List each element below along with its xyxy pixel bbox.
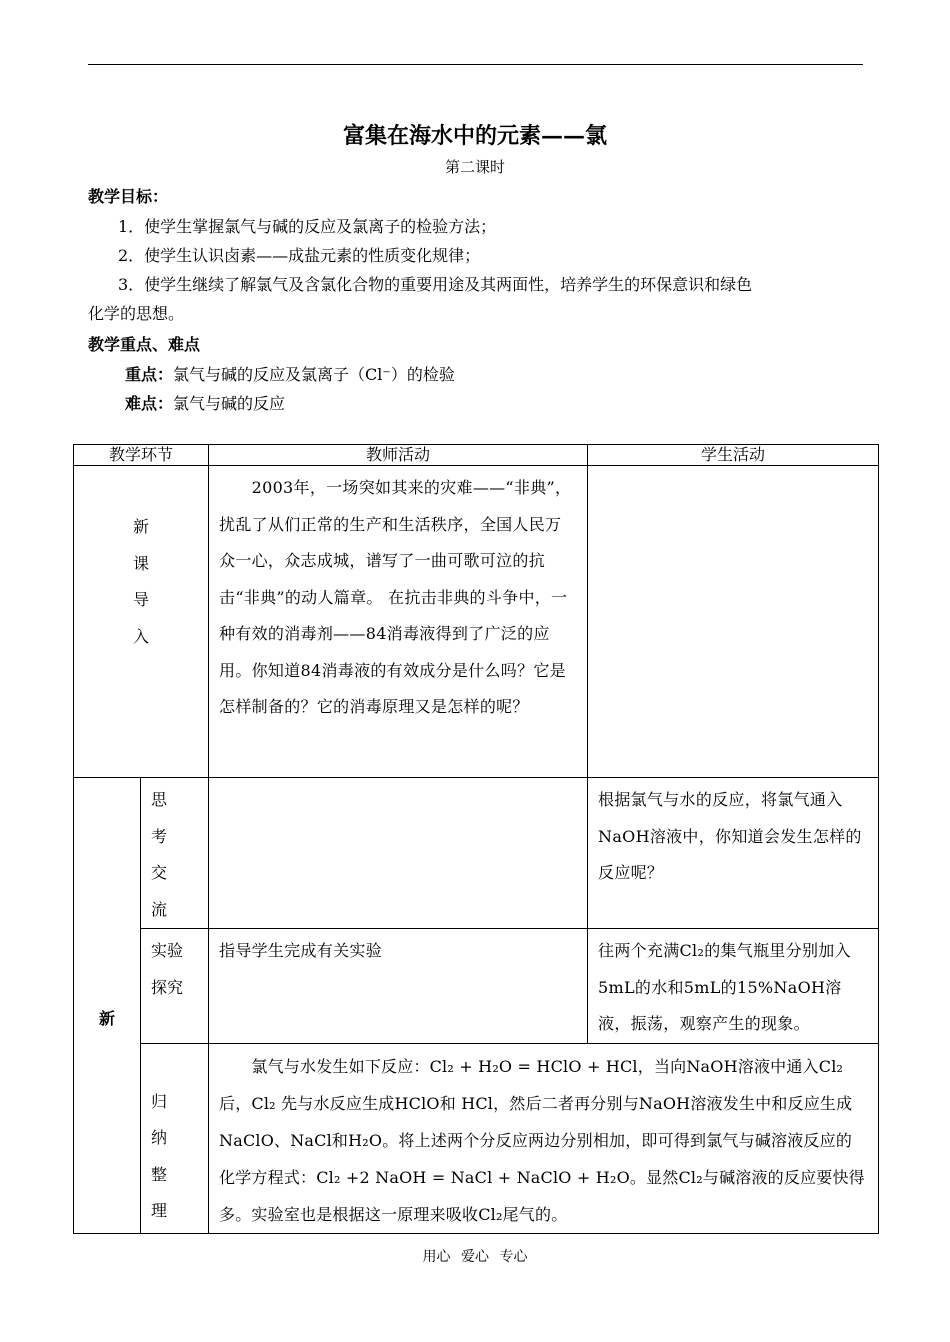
objective-item: 化学的思想。 <box>88 304 185 323</box>
header-student: 学生活动 <box>588 445 879 466</box>
new-section-cell <box>74 778 141 1234</box>
summary-sub-char: 整 <box>151 1164 168 1184</box>
difficulty-line <box>125 389 285 419</box>
think-student-text: 根据氯气与水的反应，将氯气通入NaOH溶液中，你知道会发生怎样的反应呢？ <box>598 790 862 882</box>
intro-stage-char: 入 <box>133 626 150 646</box>
intro-stage-char: 导 <box>133 590 150 609</box>
table-row-summary <box>74 1043 879 1233</box>
intro-stage-char: 新 <box>133 517 150 536</box>
intro-teacher-cell <box>209 466 588 778</box>
objective-item: 3．使学生继续了解氯气及含氯化合物的重要用途及其两面性，培养学生的环保意识和绿色 <box>118 275 753 294</box>
think-teacher-cell <box>209 778 588 929</box>
think-sub-char: 考 <box>151 826 168 846</box>
summary-sub-char: 理 <box>151 1201 168 1220</box>
intro-stage-cell <box>74 466 209 778</box>
experiment-sub-cell <box>141 929 209 1044</box>
table-header-row <box>74 445 879 466</box>
header-teacher: 教师活动 <box>209 445 588 466</box>
think-student-cell <box>588 778 879 929</box>
page-subtitle: 第二课时 <box>444 158 505 176</box>
difficulty-label: 难点： <box>125 394 174 413</box>
header-stage: 教学环节 <box>74 445 209 466</box>
intro-stage-char: 课 <box>133 553 150 573</box>
page-title: 富集在海水中的元素——氯 <box>342 123 607 149</box>
intro-student-cell <box>588 466 879 778</box>
new-section-label: 新 <box>98 1008 115 1028</box>
think-sub-char: 流 <box>151 899 168 919</box>
experiment-student-cell <box>588 929 879 1044</box>
experiment-sub-line: 探究 <box>151 977 184 997</box>
key-points-heading: 教学重点、难点 <box>88 335 201 354</box>
experiment-teacher-cell <box>209 929 588 1044</box>
summary-sub-char: 纳 <box>151 1128 168 1147</box>
experiment-sub-line: 实验 <box>151 941 184 960</box>
experiment-student-text: 往两个充满Cl₂的集气瓶里分别加入5mL的水和5mL的15%NaOH溶液，振荡，观察产生的现象。 <box>598 941 851 1033</box>
think-sub-cell <box>141 778 209 929</box>
table-row-experiment <box>74 929 879 1044</box>
objective-item: 1．使学生掌握氯气与碱的反应及氯离子的检验方法； <box>118 217 497 236</box>
lesson-table <box>73 444 879 1234</box>
focus-label: 重点： <box>125 365 174 384</box>
summary-sub-cell <box>141 1043 209 1233</box>
difficulty-text: 氯气与碱的反应 <box>173 394 286 413</box>
summary-sub-char: 归 <box>151 1091 168 1111</box>
objectives-heading: 教学目标： <box>88 187 169 206</box>
think-sub-char: 思 <box>151 790 168 809</box>
think-sub-char: 交 <box>151 863 168 882</box>
focus-text: 氯气与碱的反应及氯离子（Cl⁻）的检验 <box>173 365 455 384</box>
header-rule <box>88 64 863 65</box>
objective-item: 2．使学生认识卤素——成盐元素的性质变化规律； <box>118 246 481 265</box>
summary-text-cell <box>209 1043 879 1233</box>
experiment-teacher-text: 指导学生完成有关实验 <box>219 941 383 960</box>
summary-text: 氯气与水发生如下反应：Cl₂ + H₂O = HClO + HCl，当向NaOH溶液中通入Cl₂后，Cl₂ 先与水反应生成HClO和 HCl，然后二者再分别与NaOH溶液发生中和反应生成NaClO、NaCl和H₂O。将上述两个分反应两边分别相加，即可得到氯气与碱溶液反应的化学方程式：Cl₂ +2 NaOH = NaCl + NaClO + H₂O。显然Cl₂与碱溶液的反应要快得多。实验室也是根据这一原理来吸收Cl₂尾气的。 <box>219 1056 865 1224</box>
page-footer: 用心 爱心 专心 <box>422 1249 528 1265</box>
table-row-think <box>74 778 879 929</box>
table-row-intro <box>74 466 879 778</box>
focus-line <box>125 360 455 390</box>
intro-teacher-text: 2003年，一场突如其来的灾难——“非典”，扰乱了从们正常的生产和生活秩序，全国人民万众一心，众志成城，谱写了一曲可歌可泣的抗击“非典”的动人篇章。 在抗击非典的斗争中，一种有效的消毒剂——84消毒液得到了广泛的应用。你知道84消毒液的有效成分是什么吗？它是怎样制备的？它的消毒原理又是怎样的呢？ <box>219 478 572 716</box>
